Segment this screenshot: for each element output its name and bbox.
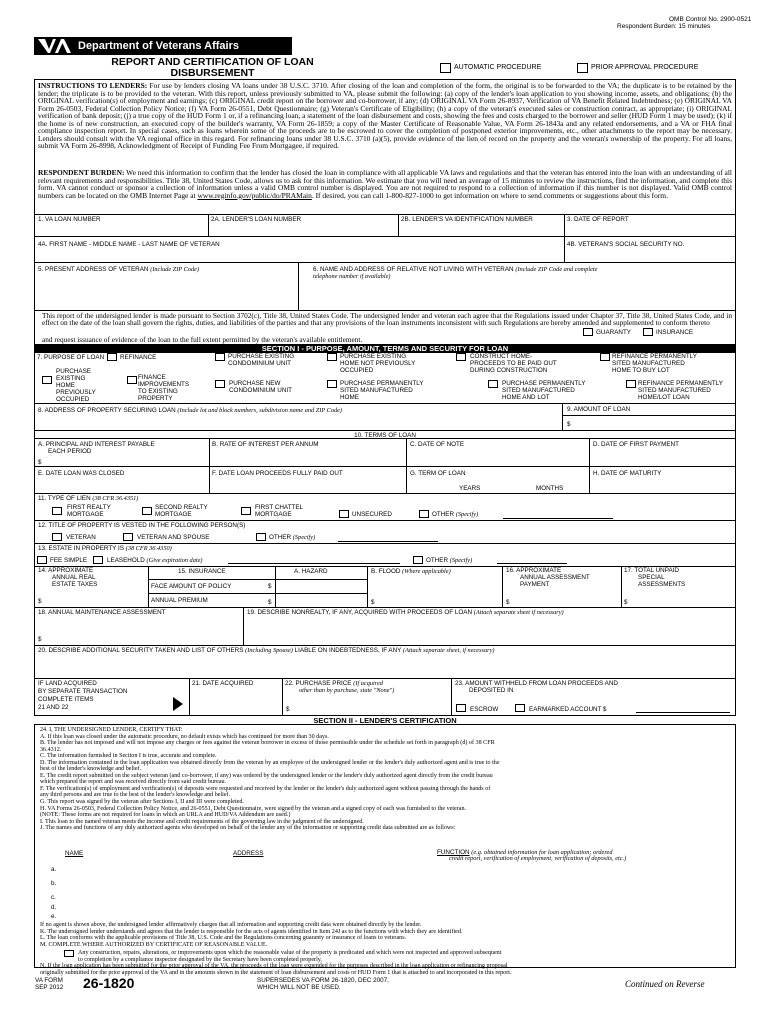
burden-body: We need this information to confirm that the lender has closed the loan in compliance with all applicable VA laws and regulations and that the veteran has entered into the loan with an understanding of all relevant requirements and responsibilities. Title 38, United States Code, allows us to ask for this information. We estimate that you will need an average of 15 minutes to review the instructions, find the information, and complete this form. VA cannot conduct or sponsor a collection of information unless a valid OMB control number is displayed. You are not required to respond to a collection of information if this number is not displayed. Valid OMB control numbers can be located on the OMB Internet Page at <box>38 169 732 200</box>
purchase-existing-new-home-label: PURCHASE EXISTING HOME NOT PREVIOUSLY OCCUPIED <box>340 353 416 374</box>
agent-row-c-letter: c. <box>51 894 56 901</box>
field-4a-label: 4A. FIRST NAME - MIDDLE NAME - LAST NAME OF VETERAN <box>38 241 220 248</box>
field-11-label: 11. TYPE OF LIEN (38 CFR 36.4351) <box>38 495 139 502</box>
agent-function-instruction: credit report, verification of employment, verification of deposits, etc.) <box>449 855 627 862</box>
purchase-manufactured-home-lot-checkbox[interactable] <box>488 380 498 388</box>
section-2-header: SECTION II - LENDER'S CERTIFICATION <box>34 715 736 725</box>
certification-tail: and request issuance of evidence of the loan to the full extent permitted by the veteran's available entitlement. <box>42 335 363 344</box>
purchase-manufactured-home-label: PURCHASE PERMANENTLY SITED MANUFACTURED HOME <box>340 380 424 401</box>
flood-premium-dollar: $ <box>371 599 375 606</box>
purchase-manufactured-home-checkbox[interactable] <box>327 380 337 388</box>
burden-paragraph <box>38 169 732 214</box>
lender-loan-number-input[interactable] <box>210 224 396 235</box>
field-5-label: 5. PRESENT ADDRESS OF VETERAN (Include ZIP Code) <box>38 266 200 273</box>
field-17-label: 17. TOTAL UNPAID SPECIAL ASSESSMENTS <box>624 567 686 588</box>
face-amount-dollar: $ <box>268 583 272 590</box>
field-16-label: 16. APPROXIMATE ANNUAL ASSESSMENT PAYMENT <box>506 567 590 588</box>
field-18-label: 18. ANNUAL MAINTENANCE ASSESSMENT <box>38 609 166 616</box>
principal-interest-input[interactable] <box>45 455 207 465</box>
leasehold-label: LEASEHOLD (Give expiration date) <box>107 557 203 564</box>
nonrealty-input[interactable] <box>245 617 734 644</box>
prior-approval-label: PRIOR APPROVAL PROCEDURE <box>591 64 699 71</box>
agency-name: Department of Veterans Affairs <box>78 40 239 52</box>
lien-other-checkbox[interactable] <box>419 510 429 518</box>
field-10c-label: C. DATE OF NOTE <box>410 441 465 448</box>
section-1-header: SECTION I - PURPOSE, AMOUNT, TERMS AND SECURITY FOR LOAN <box>34 344 736 353</box>
field-13-label: 13. ESTATE IN PROPERTY IS (38 CFR 36.4350) <box>38 545 172 552</box>
term-years-label: YEARS <box>459 485 481 492</box>
guaranty-label: GUARANTY <box>596 329 631 336</box>
agent-row-e-letter: e. <box>51 913 57 920</box>
field-22-instruction: other than by purchase, state "None") <box>299 687 395 694</box>
field-10a-sublabel: EACH PERIOD <box>48 448 92 455</box>
date-of-note-input[interactable] <box>408 450 587 465</box>
burden-lead: RESPONDENT BURDEN: <box>38 169 125 177</box>
flood-face-amount-input[interactable] <box>369 580 500 592</box>
real-estate-taxes-input[interactable] <box>44 594 146 606</box>
unsecured-label: UNSECURED <box>352 511 392 518</box>
purchase-existing-condo-label: PURCHASE EXISTING CONDOMINIUM UNIT <box>228 353 295 367</box>
date-closed-input[interactable] <box>36 478 207 492</box>
loan-amount-input[interactable] <box>574 417 734 429</box>
continued-on-reverse: Continued on Reverse <box>625 979 705 989</box>
refinance-label: REFINANCE <box>120 354 157 361</box>
field-10h-label: H. DATE OF MATURITY <box>593 470 662 477</box>
footer-va-form: VA FORM <box>35 977 63 984</box>
vested-veteran-spouse-checkbox[interactable] <box>123 533 133 541</box>
arrow-right-icon <box>173 697 183 711</box>
field-9-label: 9. AMOUNT OF LOAN <box>567 406 631 413</box>
omb-url-link[interactable]: www.reginfo.gov/public/do/PRAMain <box>197 190 312 200</box>
lender-va-id-input[interactable] <box>400 224 562 235</box>
vested-other-checkbox[interactable] <box>256 533 266 541</box>
loan-amount-dollar: $ <box>567 421 571 428</box>
footer-supersedes-2: WHICH WILL NOT BE USED. <box>257 984 341 991</box>
purchase-existing-condo-checkbox[interactable] <box>215 353 225 361</box>
veteran-address-input[interactable] <box>36 274 296 308</box>
field-14-label: 14. APPROXIMATE ANNUAL REAL ESTATE TAXES <box>38 567 98 588</box>
va-loan-number-input[interactable] <box>36 224 206 235</box>
field-20-label: 20. DESCRIBE ADDITIONAL SECURITY TAKEN AND LIST OF OTHERS (Including Spouse) LIABLE ON INDEBTEDNESS, IF ANY (Attach separate sheet, if necessary) <box>38 647 495 654</box>
agent-function-header: FUNCTION (e.g. obtained information for loan application; ordered <box>437 849 613 856</box>
finance-improvements-checkbox[interactable] <box>127 376 137 384</box>
taxes-dollar: $ <box>38 598 42 605</box>
purchase-manufactured-home-lot-label: PURCHASE PERMANENTLY SITED MANUFACTURED HOME AND LOT <box>502 380 586 401</box>
fee-simple-checkbox[interactable] <box>37 556 47 564</box>
construct-home-label: CONSTRUCT HOME- PROCEEDS TO BE PAID OUT DURING CONSTRUCTION <box>470 353 557 374</box>
certification-tail-list: If no agent is shown above, the undersigned lender affirmatively charges that all information and supporting credit data were obtained directly by the lender. K. The undersigned lender understands and agrees that the lender is responsible for the acts of agents identified in Item 24J as to the functions with which they are identified. L. The loan conforms with the applicable provisions of Title 38, U.S. Code and the Regulations concerning guaranty or insurance of loans to veterans. M. COMPLETE WHERE AUTHORIZED BY CERTIFICATE OF REASONABLE VALUE. <box>40 922 463 948</box>
agent-address-header: ADDRESS <box>233 850 264 857</box>
special-assessment-dollar: $ <box>624 599 628 606</box>
footer-date: SEP 2012 <box>35 984 64 991</box>
estate-other-checkbox[interactable] <box>413 556 423 564</box>
instructions-lead: INSTRUCTIONS TO LENDERS: <box>38 82 148 90</box>
prior-approval-checkbox[interactable] <box>577 63 588 73</box>
annual-premium-label: ANNUAL PREMIUM <box>151 597 208 604</box>
field-10-label: 10. TERMS OF LOAN <box>354 432 416 439</box>
respondent-burden-top: Respondent Burden: 15 minutes <box>617 23 711 30</box>
hazard-face-amount-input[interactable] <box>277 580 365 592</box>
first-realty-checkbox[interactable] <box>52 507 62 515</box>
vested-other-label: OTHER (Specify) <box>269 534 316 541</box>
insurance-label: INSURANCE <box>656 329 694 336</box>
refinance-home-buy-lot-label: REFINANCE PERMANENTLY SITED MANUFACTURED HOME TO BUY LOT <box>612 353 697 374</box>
automatic-procedure-label: AUTOMATIC PROCEDURE <box>454 64 542 71</box>
flood-premium-input[interactable] <box>378 595 500 606</box>
agency-banner <box>34 37 292 55</box>
fee-simple-label: FEE SIMPLE <box>50 557 88 564</box>
agent-row-d-letter: d. <box>51 904 57 911</box>
field-15a-label: A. HAZARD <box>294 568 328 575</box>
interest-rate-input[interactable] <box>211 450 404 465</box>
maintenance-assessment-input[interactable] <box>45 630 241 644</box>
term-months-label: MONTHS <box>536 485 564 492</box>
field-10a-label: A. PRINCIPAL AND INTEREST PAYABLE <box>38 441 155 448</box>
footer-form-number: 26-1820 <box>83 975 135 991</box>
field-4b-label: 4B. VETERAN'S SOCIAL SECURITY NO. <box>567 241 685 248</box>
veteran-name-input[interactable] <box>36 249 562 261</box>
form-title-line1: REPORT AND CERTIFICATION OF LOAN <box>111 56 314 68</box>
field-19-label: 19. DESCRIBE NONREALTY, IF ANY, ACQUIRED WITH PROCEEDS OF LOAN (Attach separate sheet if necessary) <box>247 609 564 616</box>
earmarked-account-label: EARMARKED ACCOUNT $ <box>529 706 607 713</box>
insurance-checkbox[interactable] <box>643 328 653 336</box>
payment-dollar: $ <box>38 459 42 466</box>
purchase-existing-home-label: PURCHASE EXISTING HOME PREVIOUSLY OCCUPIED <box>56 368 96 403</box>
field-15-label: 15. INSURANCE <box>178 568 226 575</box>
first-payment-date-input[interactable] <box>591 450 734 465</box>
lien-other-label: OTHER (Specify) <box>432 511 479 518</box>
vested-veteran-label: VETERAN <box>66 534 96 541</box>
purchase-price-input[interactable] <box>293 700 449 714</box>
field-15b-label: B. FLOOD (Where applicable) <box>371 568 451 575</box>
item-n-text: N. If the loan application has been submitted for the prior approval of the VA, the proceeds of the loan were expended for the purposes described in the loan application or refinancing proposal originally submitted for the prior approval of the VA and in the amounts shown in the statement of loan disbursement and costs or HUD Form 1 that is attached to and incorporated in this report. <box>40 963 512 976</box>
field-2b-label: 2B. LENDER'S VA IDENTIFICATION NUMBER <box>401 216 533 223</box>
assessment-payment-input[interactable] <box>513 594 619 606</box>
date-paid-out-input[interactable] <box>211 478 404 492</box>
purchase-existing-new-home-checkbox[interactable] <box>327 353 337 361</box>
field-6-instruction: telephone number if available) <box>313 273 391 280</box>
field-22-label: 22. PURCHASE PRICE (If acquired <box>285 680 383 687</box>
first-chattel-label: FIRST CHATTEL MORTGAGE <box>255 504 304 518</box>
property-address-input[interactable] <box>36 414 560 429</box>
maintenance-dollar: $ <box>38 636 42 643</box>
premium-dollar: $ <box>268 599 272 606</box>
land-acquired-note: IF LAND ACQUIRED BY SEPARATE TRANSACTION COMPLETE ITEMS 21 AND 22 <box>38 680 128 711</box>
hazard-premium-input[interactable] <box>277 595 365 606</box>
field-21-label: 21. DATE ACQUIRED <box>192 680 254 687</box>
field-10d-label: D. DATE OF FIRST PAYMENT <box>593 441 679 448</box>
guaranty-checkbox[interactable] <box>583 328 593 336</box>
omb-control-number: OMB Control No. 2900-0521 <box>669 16 752 23</box>
purchase-new-condo-label: PURCHASE NEW CONDOMINIUM UNIT <box>229 380 292 394</box>
agent-row-a-letter: a. <box>51 866 57 873</box>
instructions-paragraph <box>38 82 732 169</box>
veteran-ssn-input[interactable] <box>566 249 734 261</box>
form-title-line2: DISBURSEMENT <box>170 67 255 79</box>
agent-name-header: NAME <box>65 850 84 857</box>
agent-list-input[interactable] <box>60 864 730 921</box>
field-1-label: 1. VA LOAN NUMBER <box>38 216 101 223</box>
item-m-checkbox[interactable] <box>64 950 74 957</box>
burden-tail: . If desired, you can call 1-800-827-1000 to get information on where to send comments or suggestions about this form. <box>311 190 668 200</box>
field-6-label: 6. NAME AND ADDRESS OF RELATIVE NOT LIVING WITH VETERAN (Include ZIP Code and complete <box>313 266 598 273</box>
relative-address-input[interactable] <box>300 282 734 309</box>
purchase-existing-home-checkbox[interactable] <box>42 376 52 384</box>
instructions-body: For use by lenders closing VA loans under 38 U.S.C. 3710. After closing of the loan and completion of the form, the original is to be forwarded to the VA; the duplicate is to be retained by the lender; the triplicate is to be provided to the veteran. With this report, unless previously submitted to VA, please submit the following: (a) copy of the lender's loan application to you showing income, assets, and obligations; (b) the ORIGINAL verification(s) of employment and earnings; (c) ORIGINAL credit report on the borrower and co-borrower, if any; (d) ORIGINAL VA Form 26-8937, Verification of VA Benefit Related Indebtedness; (e) ORIGINAL VA Form 26-0503, Federal Collection Policy Notice; (f) VA Form 26-0551, Debt Questionnaire; (g) Veteran's Certificate of Eligibility; (h) a copy of the veteran's executed sales or construction contract, as appropriate; (i) ORIGINAL verification of bank deposit; (j) a true copy of the HUD Form 1 or, if a refinancing loan, a statement of the loan disbursement and costs, showing the fees and costs charged to the borrower and seller (HUD Form 1 may be used); (k) if the home is of new construction, an executed copy of the builder's warranty, VA Form 26-1859; a copy of the Master Certificate of Reasonable Value, VA Form 26-1843a and any related endorsements, and a VA or FHA final compliance inspection report. In special cases, such as loans wherein some of the proceeds are to be escrowed to cover the completion of postponed exterior improvements, etc., other attachments to the report may be necessary. Lenders should consult with the VA regional office in this regard. For refinancing loans under 38 U.S.C. 3710 (a)(5), provide evidence of the lien of record on the property and the veteran's ownership of the property. For all loans, submit VA Form 26-8998, Acknowledgment of Receipt of Funding Fee From Mortgagee, if required. <box>38 82 732 151</box>
automatic-procedure-checkbox[interactable] <box>440 63 451 73</box>
escrow-label: ESCROW <box>470 706 499 713</box>
field-10f-label: F. DATE LOAN PROCEEDS FULLY PAID OUT <box>212 470 343 477</box>
first-chattel-checkbox[interactable] <box>241 507 251 515</box>
refinance-checkbox[interactable] <box>107 353 117 361</box>
vested-veteran-checkbox[interactable] <box>52 533 62 541</box>
va-logo-icon <box>37 38 73 54</box>
field-10e-label: E. DATE LOAN WAS CLOSED <box>38 470 125 477</box>
construct-home-checkbox[interactable] <box>456 353 466 361</box>
date-of-report-input[interactable] <box>566 224 734 235</box>
vested-veteran-spouse-label: VETERAN AND SPOUSE <box>137 534 210 541</box>
refinance-home-lot-loan-label: REFINANCE PERMANENTLY SITED MANUFACTURED HOME/LOT LOAN <box>638 380 723 401</box>
additional-security-input[interactable] <box>36 655 734 677</box>
leasehold-checkbox[interactable] <box>93 556 103 564</box>
maturity-date-input[interactable] <box>591 478 734 492</box>
field-10g-label: G. TERM OF LOAN <box>410 470 466 477</box>
refinance-home-buy-lot-checkbox[interactable] <box>600 353 610 361</box>
item-m-text: Any construction, repairs, alterations, or improvements upon which the reasonable value of the property is predicated and which were not inspected and approved subsequent to completion by a compliance inspector designated by the Secretary have been completed properly. <box>78 950 502 963</box>
footer-supersedes: SUPERSEDES VA FORM 26-1820, DEC 2007, <box>257 977 389 984</box>
field-2a-label: 2A. LENDER'S LOAN NUMBER <box>211 216 302 223</box>
certification-paragraph: This report of the undersigned lender is made pursuant to Section 3702(c), Title 38, United States Code. The undersigned lender and veteran each agree that the Regulations issued under Chapter 37, Title 38, United States Code, and in effect on the date of the loan shall govern the rights, duties, and liabilities of the parties and that any provisions of the loan instruments inconsistent with such Regulations are hereby amended and supplemented to conform thereto <box>42 312 732 328</box>
certification-list: 24. I, THE UNDERSIGNED LENDER, CERTIFY THAT: A. If this loan was closed under the automatic procedure, no default exists which has continued for more than 30 days. B. The lender has not imposed and will not impose any charges or fees against the veteran borrower in excess of those permissible under the schedule set forth in paragraph (d) of 38 CFR 36.4312. C. The information furnished in Section I is true, accurate and complete. D. The information contained in the loan application was obtained directly from the veteran by an employee of the undersigned lender or the lender's duly authorized agent and is true to the best of the lender's knowledge and belief. E. The credit report submitted on the subject veteran (and co-borrower, if any) was ordered by the undersigned lender or the lender's duly authorized agent directly from the credit bureau which prepared the report and was received directly from said credit bureau. F. The verification(s) of employment and verification(s) of deposits were requested and received by the lender or the lender's duly authorized agent without passing through the hands of any third persons and are true to the best of the lender's knowledge and belief. G. This report was signed by the veteran after Sections I, II and III were completed. H. VA Forms 26-0503, Federal Collection Policy Notice, and 26-0551, Debt Questionnaire, were signed by the veteran and a signed copy of each was furnished to the veteran. (NOTE: These forms are not required for loans in which an URLA and HUD/VA Addendum are used.) I. This loan to the named veteran meets the income and credit requirements of the governing law in the judgment of the undersigned. J. The names and functions of any duly authorized agents who developed on behalf of the lender any of the information or supporting credit data submitted are as follows: <box>40 727 500 832</box>
field-23-label: 23. AMOUNT WITHHELD FROM LOAN PROCEEDS AND DEPOSITED IN <box>455 680 618 694</box>
finance-improvements-label: FINANCE IMPROVEMENTS TO EXISTING PROPERTY <box>138 374 190 402</box>
field-10b-label: B. RATE OF INTEREST PER ANNUM <box>212 441 319 448</box>
first-realty-label: FIRST REALTY MORTGAGE <box>67 504 111 518</box>
field-8-label: 8. ADDRESS OF PROPERTY SECURING LOAN (Include lot and block numbers, subdivision name and ZIP Code) <box>38 407 343 414</box>
purchase-new-condo-checkbox[interactable] <box>215 380 225 388</box>
escrow-checkbox[interactable] <box>456 704 466 712</box>
unsecured-checkbox[interactable] <box>339 510 349 518</box>
field-12-label: 12. TITLE OF PROPERTY IS VESTED IN THE FOLLOWING PERSON(S) <box>38 522 246 529</box>
estate-other-label: OTHER (Specify) <box>426 557 473 564</box>
date-acquired-input[interactable] <box>191 690 280 714</box>
special-assessments-input[interactable] <box>631 594 734 606</box>
second-realty-checkbox[interactable] <box>142 507 152 515</box>
field-3-label: 3. DATE OF REPORT <box>567 216 629 223</box>
face-amount-label: FACE AMOUNT OF POLICY <box>151 583 232 590</box>
refinance-home-lot-loan-checkbox[interactable] <box>626 380 636 388</box>
assessment-dollar: $ <box>506 599 510 606</box>
agent-row-b-letter: b. <box>51 880 57 887</box>
second-realty-label: SECOND REALTY MORTGAGE <box>155 504 208 518</box>
field-7-label: 7. PURPOSE OF LOAN <box>37 354 105 361</box>
earmarked-account-checkbox[interactable] <box>515 704 525 712</box>
purchase-price-dollar: $ <box>286 706 290 713</box>
